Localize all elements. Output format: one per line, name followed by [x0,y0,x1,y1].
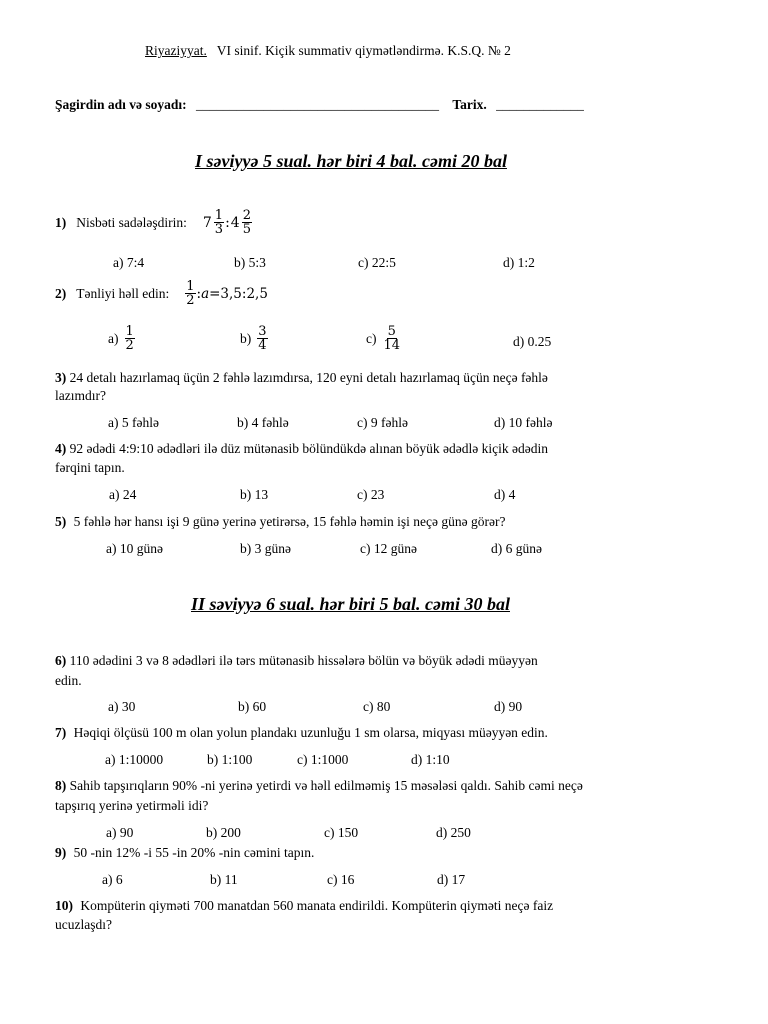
q9-option-d[interactable]: d) 17 [437,872,466,887]
q2-fraction-den: 2 [186,293,195,308]
q2-option-c-den: 14 [383,338,401,353]
question-6-text: 110 ədədini 3 və 8 ədədləri ilə tərs mütənasib hissələrə bölün və böyük ədədi müəyyən [69,653,538,668]
q2-option-d[interactable]: d) 0.25 [513,334,552,349]
q2-equation-rest: :𝑎=3,5:2,5 [196,285,268,302]
q2-fraction-num: 1 [186,279,195,294]
date-label: Tarix. [452,97,487,112]
q1-option-a[interactable]: a) 7:4 [113,255,145,270]
question-3-text: 24 detalı hazırlamaq üçün 2 fəhlə lazımdırsa, 120 eyni detalı hazırlamaq üçün neçə fəhlə [69,370,548,385]
q8-option-b[interactable]: b) 200 [206,825,241,840]
q1-whole-2: 4 [230,214,240,231]
student-name-label: Şagirdin adı və soyadı: [55,97,187,112]
question-2-expression [185,280,268,307]
student-name-line [55,97,584,113]
q2-option-c-label: c) [366,330,377,346]
q4-option-c[interactable]: c) 23 [357,487,385,502]
q1-option-b[interactable]: b) 5:3 [234,255,266,270]
q5-option-b[interactable]: b) 3 günə [240,541,291,556]
q1-fraction-1 [214,209,224,236]
q6-option-a[interactable]: a) 30 [108,699,136,714]
q4-option-d[interactable]: d) 4 [494,487,516,502]
question-2-number: 2) [55,285,67,301]
question-1-expression [203,209,252,236]
q1-fraction-2-den: 5 [242,222,251,237]
q2-option-c[interactable] [366,325,401,352]
q2-option-a-num: 1 [125,324,134,339]
question-1 [55,209,252,236]
q1-fraction-2 [242,209,252,236]
question-5-number: 5) [55,514,67,529]
q9-option-b[interactable]: b) 11 [210,872,238,887]
question-1-text: Nisbəti sadələşdirin: [76,214,187,230]
q6-option-c[interactable]: c) 80 [363,699,391,714]
q1-option-d[interactable]: d) 1:2 [503,255,535,270]
q9-option-c[interactable]: c) 16 [327,872,355,887]
question-6 [55,653,538,669]
q5-option-c[interactable]: c) 12 günə [360,541,417,556]
question-6-number: 6) [55,653,67,668]
q8-option-a[interactable]: a) 90 [106,825,134,840]
q3-option-b[interactable]: b) 4 fəhlə [237,415,289,430]
q2-fraction [185,280,195,307]
q6-option-d[interactable]: d) 90 [494,699,523,714]
question-8-number: 8) [55,778,67,793]
question-3 [55,370,548,386]
q1-fraction-2-num: 2 [242,208,251,223]
q1-whole-1: 7 [202,214,212,231]
q7-option-b[interactable]: b) 1:100 [207,752,253,767]
question-5-text: 5 fəhlə hər hansı işi 9 günə yerinə yetirərsə, 15 fəhlə həmin işi neçə günə görər? [73,514,506,529]
q1-separator: : [225,214,230,231]
q7-option-d[interactable]: d) 1:10 [411,752,450,767]
question-2 [55,280,268,307]
question-3-text-line2: lazımdır? [55,388,106,403]
question-7-text: Həqiqi ölçüsü 100 m olan yolun plandakı uzunluğu 1 sm olarsa, miqyası müəyyən edin. [73,725,548,740]
q2-option-a[interactable] [108,325,135,352]
q3-option-d[interactable]: d) 10 fəhlə [494,415,553,430]
level2-heading: II səviyyə 6 sual. hər biri 5 bal. cəmi 30 bal [191,594,510,614]
q5-option-d[interactable]: d) 6 günə [491,541,542,556]
question-10-number: 10) [55,898,73,913]
question-7-number: 7) [55,725,67,740]
q2-option-b-fraction [257,325,267,352]
question-1-number: 1) [55,214,67,230]
question-9-text: 50 -nin 12% -i 55 -in 20% -nin cəmini tapın. [73,845,315,860]
q1-fraction-1-den: 3 [214,222,224,237]
q2-option-c-num: 5 [387,324,396,339]
q8-option-c[interactable]: c) 150 [324,825,359,840]
document-title [145,43,511,59]
q7-option-c[interactable]: c) 1:1000 [297,752,349,767]
question-4-text-line2: fərqini tapın. [55,460,125,475]
question-6-text-line2: edin. [55,673,82,688]
question-8-text: Sahib tapşırıqların 90% -ni yerinə yetirdi və həll edilməmiş 15 məsələsi qaldı. Sahib cəmi neçə [69,778,583,793]
q9-option-a[interactable]: a) 6 [102,872,123,887]
q2-option-c-fraction [383,325,402,352]
q2-option-b[interactable] [240,325,268,352]
q8-option-d[interactable]: d) 250 [436,825,471,840]
q4-option-a[interactable]: a) 24 [109,487,137,502]
question-10-text-line2: ucuzlaşdı? [55,917,112,932]
question-4-number: 4) [55,441,67,456]
q1-option-c[interactable]: c) 22:5 [358,255,396,270]
question-7 [55,725,548,741]
q7-option-a[interactable]: a) 1:10000 [105,752,164,767]
question-8 [55,778,583,794]
question-9 [55,845,314,861]
title-rest: VI sinif. Kiçik summativ qiymətləndirmə. K.S.Q. № 2 [216,43,511,58]
question-3-number: 3) [55,370,67,385]
question-9-number: 9) [55,845,67,860]
q2-option-a-fraction [125,325,135,352]
question-10 [55,898,553,914]
q3-option-a[interactable]: a) 5 fəhlə [108,415,159,430]
question-10-text: Kompüterin qiyməti 700 manatdan 560 manata endirildi. Kompüterin qiyməti neçə faiz [80,898,554,913]
q2-option-b-den: 4 [258,338,267,353]
level1-heading: I səviyyə 5 sual. hər biri 4 bal. cəmi 20 bal [195,151,507,171]
q2-option-a-den: 2 [125,338,134,353]
question-5 [55,514,505,530]
question-4 [55,441,548,457]
q6-option-b[interactable]: b) 60 [238,699,267,714]
date-field[interactable]: _____________ [496,97,584,112]
q1-fraction-1-num: 1 [214,208,224,223]
q3-option-c[interactable]: c) 9 fəhlə [357,415,408,430]
student-name-field[interactable]: ____________________________________ [196,97,440,112]
q2-option-b-label: b) [240,330,252,346]
question-8-text-line2: tapşırıq yerinə yetirməli idi? [55,798,209,813]
question-2-text: Tənliyi həll edin: [76,285,170,301]
q4-option-b[interactable]: b) 13 [240,487,269,502]
q5-option-a[interactable]: a) 10 günə [106,541,163,556]
question-4-text: 92 ədədi 4:9:10 ədədləri ilə düz mütənasib bölündükdə alınan böyük ədədlə kiçik ədədin [69,441,548,456]
q2-option-a-label: a) [108,330,119,346]
q2-option-b-num: 3 [258,324,267,339]
subject-label: Riyaziyyat. [145,43,207,58]
